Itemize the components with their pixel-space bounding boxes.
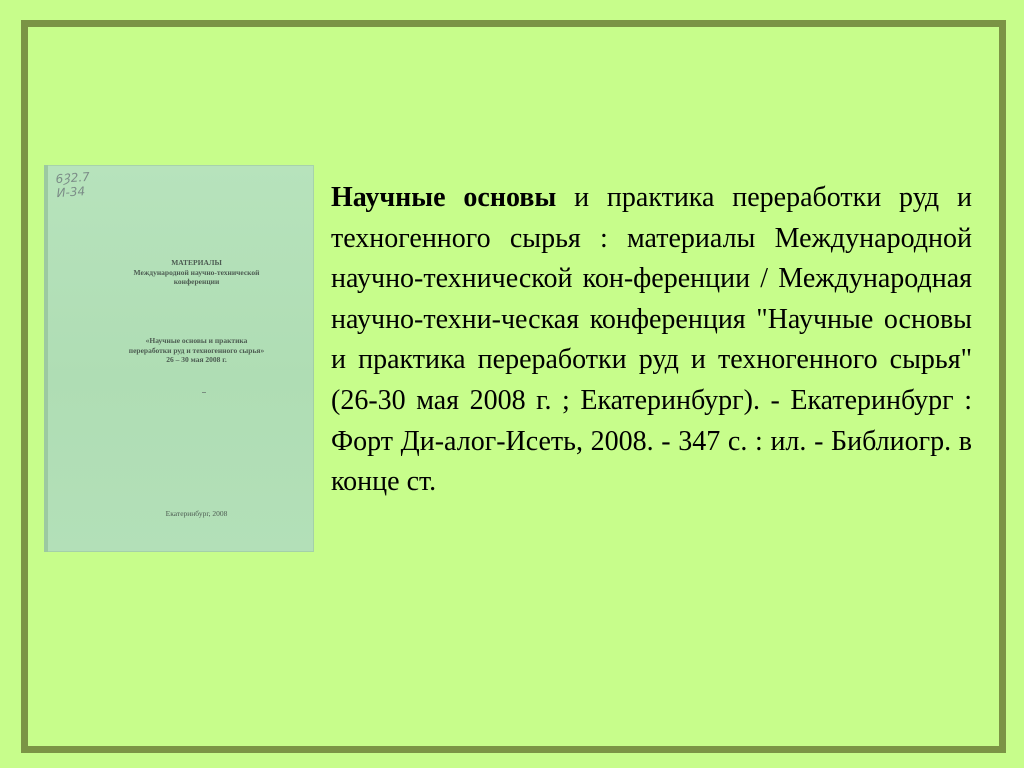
cover-mark xyxy=(202,392,206,393)
cover-heading-line: конференции xyxy=(173,277,220,286)
description-title-bold: Научные основы xyxy=(331,182,557,213)
library-stamp: 6Ȝ2.7 И-34 xyxy=(55,169,91,201)
cover-heading xyxy=(84,258,309,287)
book-cover-image xyxy=(44,165,314,552)
cover-heading-line: Международной научно-технической xyxy=(133,267,260,277)
cover-title-line: 26 – 30 мая 2008 г. xyxy=(166,355,227,364)
cover-title xyxy=(84,336,309,365)
description-text: и практика переработки руд и техногенного сырья : материалы Международной научно-технической кон-ференции / Международная научно-техни-ческая конференция "Научные основы и практика переработки руд и техногенного сырья" (26-30 мая 2008 г. ; Екатеринбург). - Екатеринбург : Форт Ди-алог-Исеть, 2008. - 347 с. : ил. - Библиогр. в конце ст. xyxy=(331,182,972,498)
cover-heading-line: МАТЕРИАЛЫ xyxy=(171,258,222,267)
cover-title-line: переработки руд и техногенного сырья» xyxy=(128,345,265,355)
cover-footer: Екатеринбург, 2008 xyxy=(165,509,228,518)
bibliographic-description xyxy=(331,178,972,503)
cover-title-line: «Научные основы и практика xyxy=(145,336,248,345)
